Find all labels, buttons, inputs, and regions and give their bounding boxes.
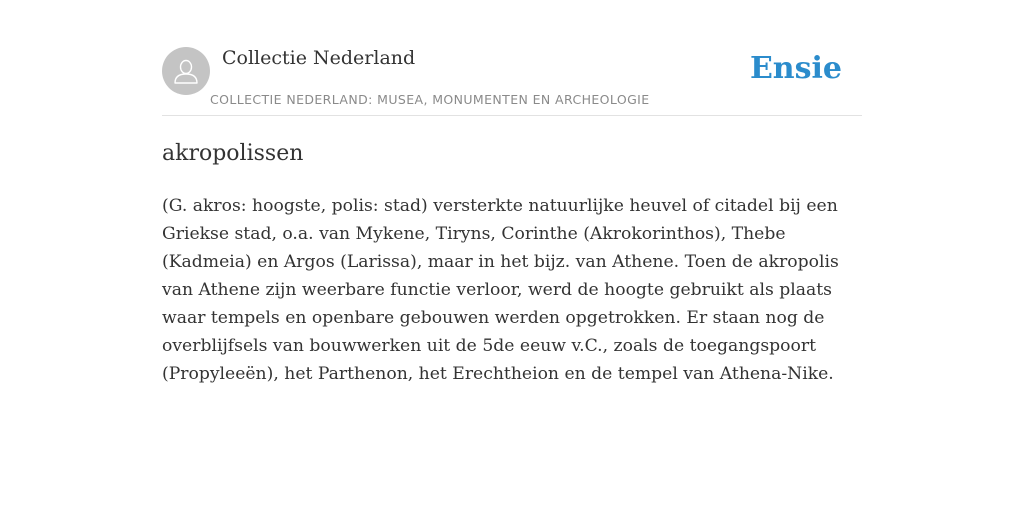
brand-logo[interactable]: Ensie — [749, 51, 842, 86]
content-container — [162, 0, 862, 384]
author-name[interactable]: Collectie Nederland — [222, 47, 416, 69]
header — [162, 0, 862, 116]
user-avatar-icon[interactable] — [162, 47, 210, 95]
user-outline-icon — [162, 47, 210, 95]
source-label[interactable]: COLLECTIE NEDERLAND: MUSEA, MONUMENTEN EN ARCHEOLOGIE — [210, 92, 650, 107]
article-title: akropolissen — [162, 141, 304, 166]
article-body: (G. akros: hoogste, polis: stad) versterkte natuurlijke heuvel of citadel bij een Griekse stad, o.a. van Mykene, Tiryns, Corinthe (Akrokorinthos), Thebe (Kadmeia) en Argos (Larissa), maar in het bijz. van Athene. Toen de akropolis van Athene zijn weerbare functie verloor, werd de hoogte gebruikt als plaats waar tempels en openbare gebouwen werden opgetrokken. Er staan nog de overblijfsels van bouwwerken uit de 5de eeuw v.C., zoals de toegangspoort (Propyleeën), het Parthenon, het Erechtheion en de tempel van Athena-Nike. — [162, 196, 839, 384]
